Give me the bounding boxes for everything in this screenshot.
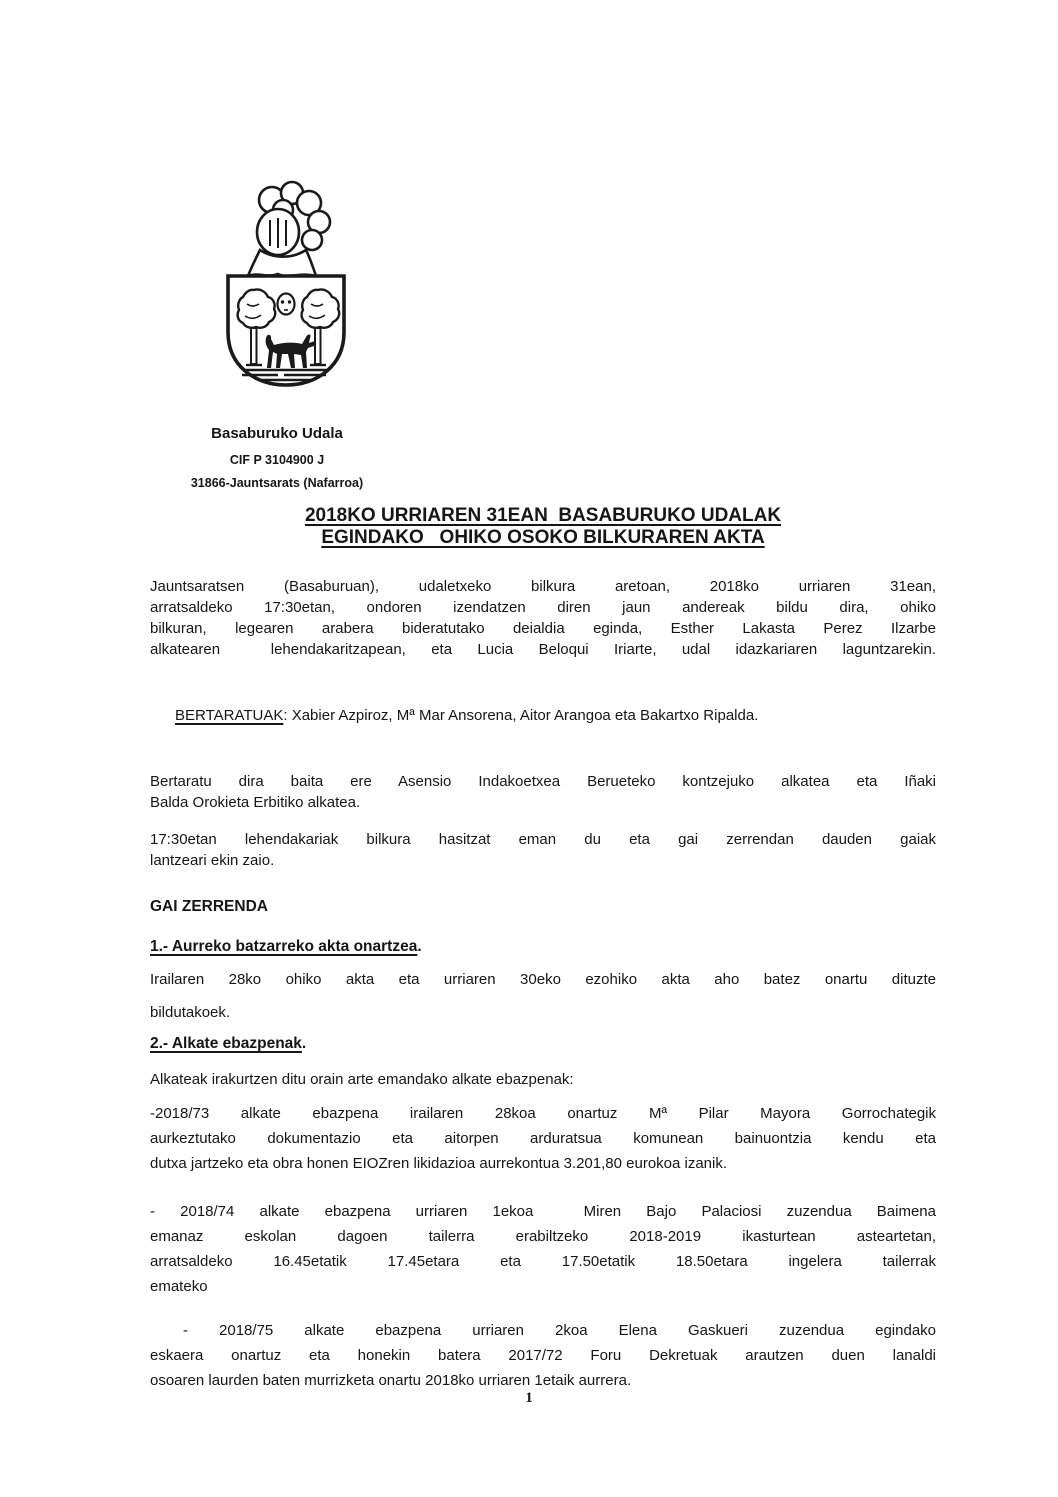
text-line: Jauntsaratsen (Basaburuan), udaletxeko bilkura aretoan, 2018ko urriaren 31ean, — [150, 578, 936, 595]
text-line: alkatearen lehendakaritzapean, eta Lucia Beloqui Iriarte, udal idazkariaren laguntzarekin. — [150, 641, 936, 658]
document-title — [150, 505, 936, 549]
paragraph-intro — [150, 576, 936, 660]
text-line: bildutakoek. — [150, 1004, 231, 1021]
title-line-1: 2018KO URRIAREN 31EAN BASABURUKO UDALAK — [304, 505, 782, 526]
text-line: Irailaren 28ko ohiko akta eta urriaren 30eko ezohiko akta aho batez onartu dituzte — [150, 971, 936, 988]
text-line: - 2018/75 alkate ebazpena urriaren 2koa Elena Gaskueri zuzendua egindako — [183, 1322, 936, 1339]
text-line: dutxa jartzeko eta obra honen EIOZren likidazioa aurrekontua 3.201,80 eurokoa izanik. — [150, 1155, 728, 1172]
text-line: arratsaldeko 16.45etatik 17.45etara eta 17.50etatik 18.50etara ingelera tailerrak — [150, 1253, 936, 1270]
agenda-item-1-heading: 1.- Aurreko batzarreko akta onartzea. — [150, 938, 422, 955]
text-line: - 2018/74 alkate ebazpena urriaren 1ekoa Miren Bajo Palaciosi zuzendua Baimena — [150, 1203, 936, 1220]
resolutions-intro: Alkateak irakurtzen ditu orain arte emandako alkate ebazpenak: — [150, 1071, 574, 1088]
text-line: arratsaldeko 17:30etan, ondoren izendatzen diren jaun andereak bildu dira, ohiko — [150, 599, 936, 616]
resolution-2018-74 — [150, 1199, 936, 1299]
text-line: -2018/73 alkate ebazpena irailaren 28koa onartuz Mª Pilar Mayora Gorrochategik — [150, 1105, 936, 1122]
title-line-2: EGINDAKO OHIKO OSOKO BILKURAREN AKTA — [321, 527, 765, 548]
coat-of-arms-image — [220, 180, 352, 392]
text-line: Balda Orokieta Erbitiko alkatea. — [150, 794, 361, 811]
text-line: emateko — [150, 1278, 208, 1295]
text-line: lantzeari ekin zaio. — [150, 852, 275, 869]
attendees-paragraph — [150, 684, 936, 747]
page-number: 1 — [525, 1390, 533, 1406]
attendees-label: BERTARATUAK — [175, 707, 284, 724]
resolution-2018-75 — [150, 1318, 936, 1393]
document-body — [150, 505, 936, 1393]
agenda-heading: GAI ZERRENDA — [150, 898, 268, 915]
org-name: Basaburuko Udala — [211, 425, 343, 442]
resolution-2018-73 — [150, 1101, 936, 1176]
also-present-paragraph — [150, 771, 936, 813]
text-line: eskaera onartuz eta honekin batera 2017/72 Foru Dekretuak arautzen duen lanaldi — [150, 1347, 936, 1364]
attendees-text: : Xabier Azpiroz, Mª Mar Ansorena, Aitor Arangoa eta Bakartxo Ripalda. — [283, 707, 759, 724]
text-line: 17:30etan lehendakariak bilkura hasitzat eman du eta gai zerrendan dauden gaiak — [150, 831, 936, 848]
org-address: 31866-Jauntsarats (Nafarroa) — [190, 476, 364, 490]
letterhead — [117, 424, 437, 492]
text-line: aurkeztutako dokumentazio eta aitorpen arduratsua komunean bainuontzia kendu eta — [150, 1130, 936, 1147]
opening-paragraph — [150, 829, 936, 871]
org-cif: CIF P 3104900 J — [229, 453, 325, 467]
text-line: bilkuran, legearen arabera bideratutako deialdia eginda, Esther Lakasta Perez Ilzarbe — [150, 620, 936, 637]
text-line: emanaz eskolan dagoen tailerra erabiltzeko 2018-2019 ikasturtean asteartetan, — [150, 1228, 936, 1245]
coat-of-arms-graphic — [220, 180, 352, 392]
text-line: Bertaratu dira baita ere Asensio Indakoetxea Berueteko kontzejuko alkatea eta Iñaki — [150, 773, 936, 790]
agenda-item-2-heading: 2.- Alkate ebazpenak. — [150, 1035, 307, 1052]
agenda-item-1-body — [150, 963, 936, 1029]
text-line: osoaren laurden baten murrizketa onartu 2018ko urriaren 1etaik aurrera. — [150, 1372, 632, 1389]
